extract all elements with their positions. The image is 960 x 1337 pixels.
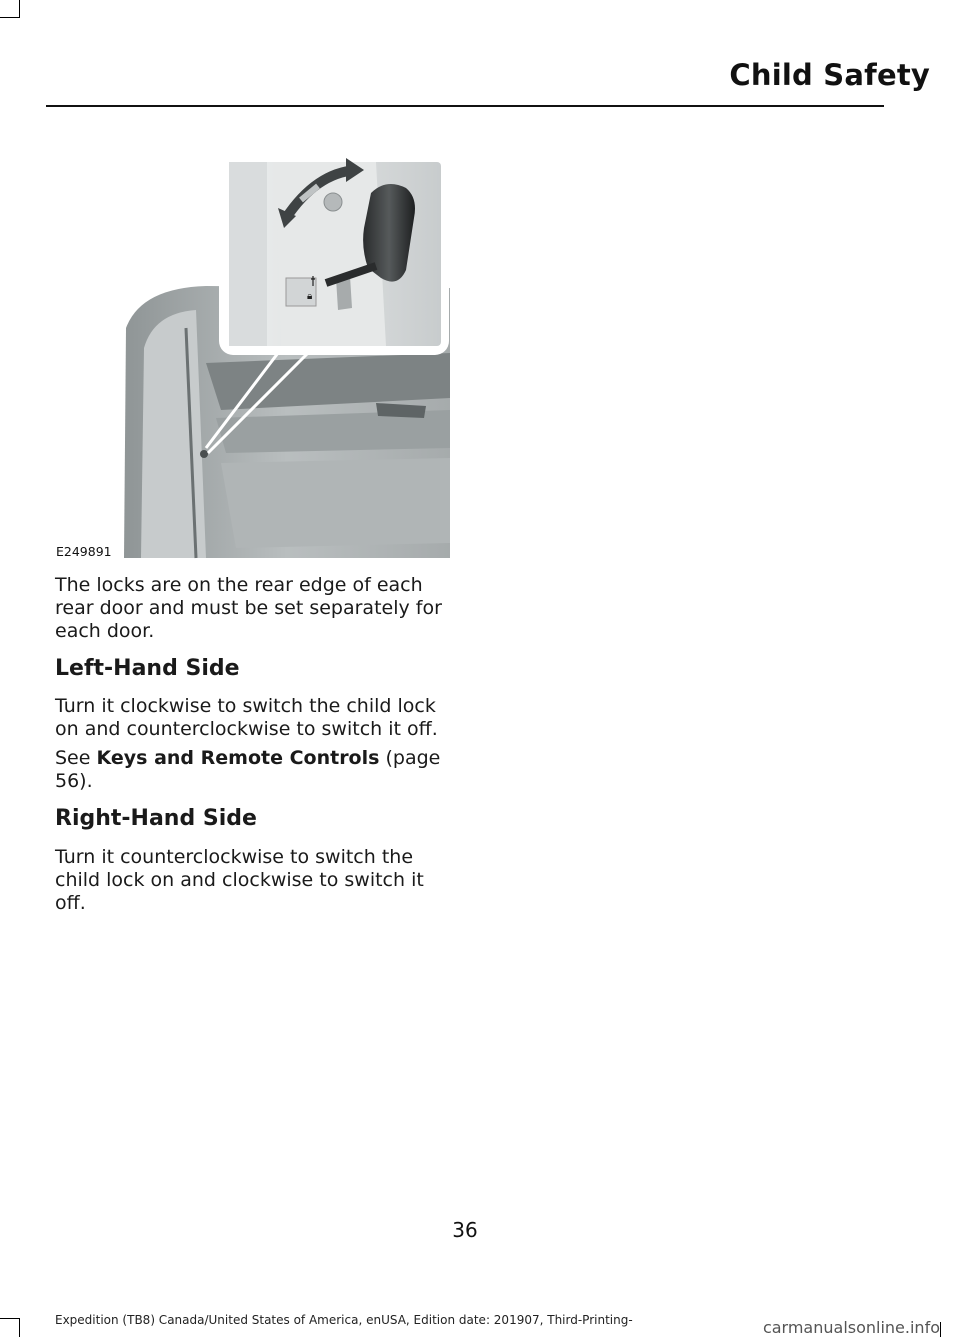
crop-mark (0, 17, 20, 18)
child-lock-illustration (46, 148, 450, 560)
lock-icon: 🔒︎ (307, 291, 313, 302)
heading-left-hand-side: Left-Hand Side (55, 656, 240, 681)
paragraph-right-hand-instructions: Turn it counterclockwise to switch the child lock on and clockwise to switch it off. (55, 846, 424, 914)
page-title: Child Safety (729, 58, 930, 92)
figure-code: E249891 (56, 544, 112, 559)
keys-remote-controls-link[interactable]: Keys and Remote Controls (96, 747, 380, 769)
paragraph-left-hand-instructions: Turn it clockwise to switch the child lock on and counterclockwise to switch it off. (55, 695, 438, 740)
paragraph-see-also (55, 720, 455, 793)
heading-right-hand-side: Right-Hand Side (55, 806, 257, 831)
see-also-suffix: (page 56). (55, 747, 441, 792)
crop-mark (19, 0, 20, 18)
title-divider (46, 105, 884, 107)
crop-mark (940, 1322, 941, 1337)
page-number: 36 (452, 1218, 478, 1242)
watermark: carmanualsonline.info (762, 1318, 940, 1337)
see-also-prefix: See (55, 747, 97, 769)
footer-edition-text: Expedition (TB8) Canada/United States of America, enUSA, Edition date: 201907, Third-Printing- (55, 1313, 633, 1327)
rear-door-edge-image (46, 148, 450, 560)
paragraph-locks-location: The locks are on the rear edge of each rear door and must be set separately for each door. (55, 574, 442, 642)
